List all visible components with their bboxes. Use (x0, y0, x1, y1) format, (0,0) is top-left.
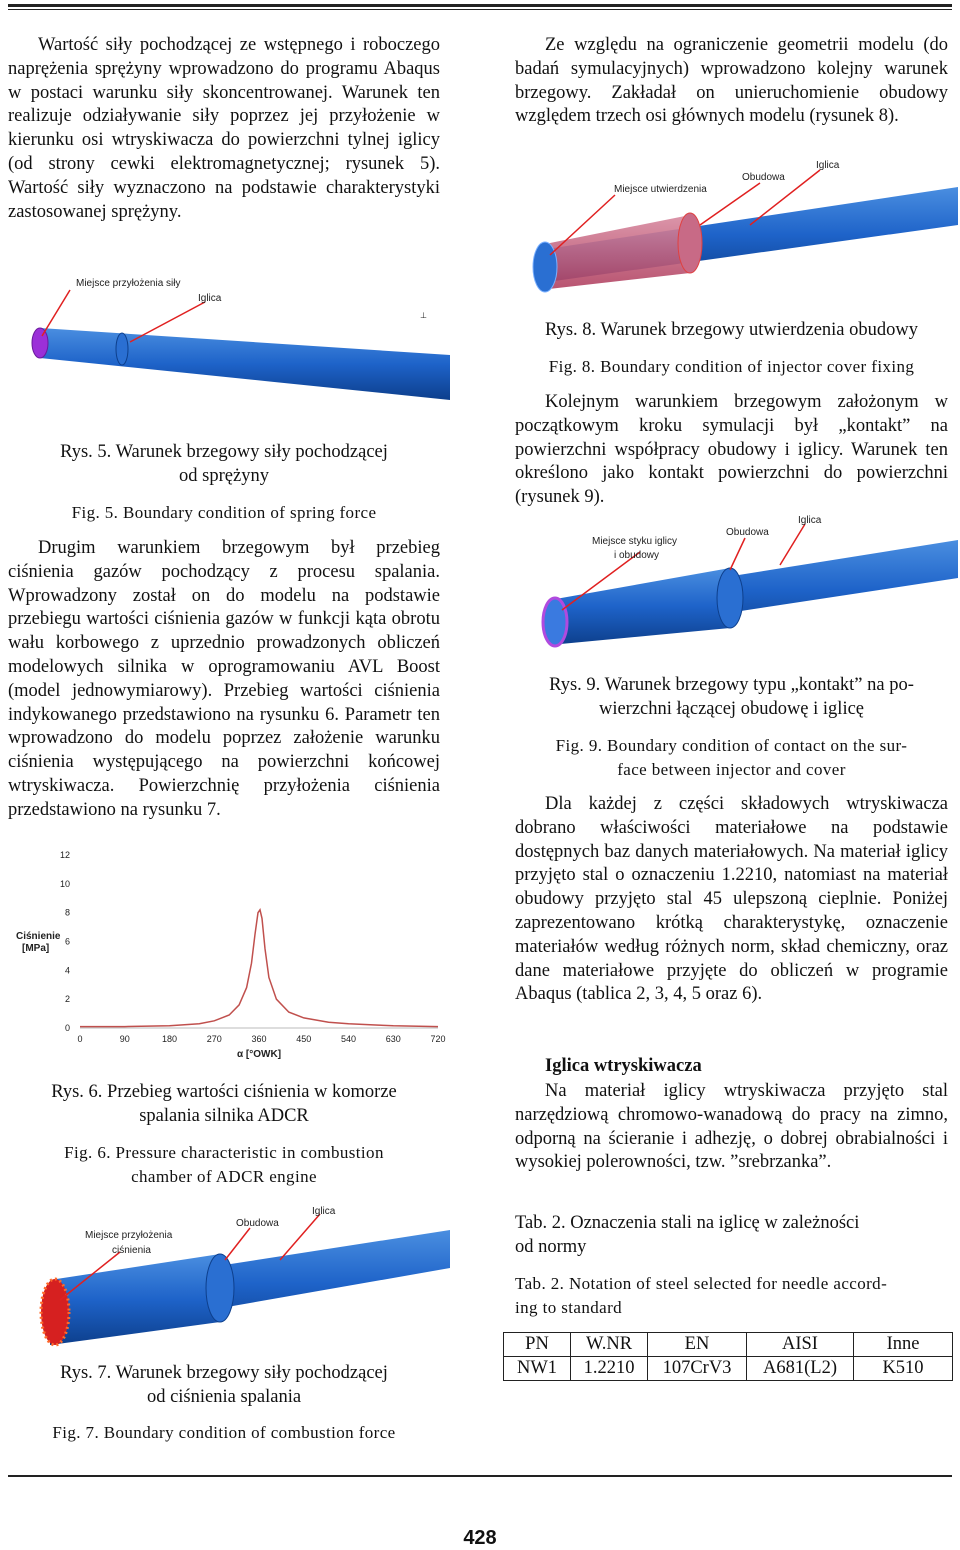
figure-5-model (20, 270, 460, 410)
fig7-label-pressure-1: Miejsce przyłożenia (85, 1230, 173, 1241)
y-tick-label: 10 (59, 878, 70, 889)
fig5-label-force: Miejsce przyłożenia siły (76, 278, 181, 289)
cover-end (678, 213, 702, 273)
x-tick-label: 540 (340, 1034, 357, 1044)
right-paragraph-2: Kolejnym warunkiem brzegowym założonym w początkowym kroku symulacji był „kontakt” na powierzchni współpracy obudowy i iglicy. Warunek ten określono jako kontakt powierzchni do powierzchni (rysunek 9). (515, 392, 948, 508)
axis-triad-icon: ⊥ (420, 311, 427, 320)
fig9-label-contact-1: Miejsce styku iglicy (592, 536, 678, 547)
table-row (504, 1357, 953, 1381)
table-header-row (504, 1333, 953, 1357)
fig7-label-pressure-2: ciśnienia (112, 1245, 151, 1256)
left-paragraph-2: Drugim warunkiem brzegowym był przebieg ciśnienia gazów pochodzący z procesu spalania. Wprowadzony został on do modelu na podstawie przebiegu wartości ciśnienia gazów w funkcji kąta obrotu wału korbowego z uprzednio prowadzonych obliczeń modelowych silnika w oprogramowaniu AVL Boost (model jednowymiarowy). Przebieg wartości ciśnienia indykowanego przedstawiono na rysunku 6. Parametr ten wprowadzono do modelu poprzez założenie warunku ciśnienia występującego na powierzchni końcowej wtryskiwacza. Powierzchnię przyłożenia ciśnienia przedstawiono na rysunku 7. (8, 538, 440, 820)
fig8-label-needle: Iglica (816, 160, 840, 171)
table-header-cell: EN (648, 1333, 747, 1357)
fig9-caption-en-2: face between injector and cover (617, 760, 846, 779)
right-paragraph-4: Na materiał iglicy wtryskiwacza przyjęto stal narzędziową chromowo-wanadową do pracy na zimno, odporną na ścieranie i adhezję, o dobrej obrabialności i wysokiej polerowności, tzw. ”srebrzanka”. (515, 1081, 948, 1173)
y-tick-label: 2 (64, 994, 70, 1005)
section-heading-needle: Iglica wtryskiwacza (545, 1056, 702, 1076)
y-tick-label: 6 (64, 936, 70, 947)
fig8-caption-en: Fig. 8. Boundary condition of injector cover fixing (548, 357, 915, 376)
y-tick-label: 4 (64, 965, 70, 976)
chart-xlabel: α [°OWK] (237, 1049, 282, 1060)
pressure-series-line (80, 910, 438, 1027)
chart-ylabel-2: [MPa] (22, 943, 50, 954)
y-tick-label: 8 (64, 907, 70, 918)
figure-6-pressure-chart (14, 845, 454, 1063)
cover-pointer-line (225, 1228, 250, 1260)
fig9-caption-pl-2: wierzchni łączącej obudowę i iglicę (598, 699, 865, 719)
needle-pointer-line (130, 302, 205, 342)
chart-x-ticks (77, 1034, 445, 1044)
fig7-caption-pl-2: od ciśnienia spalania (146, 1387, 302, 1407)
table-cell: A681(L2) (747, 1357, 854, 1381)
fig6-caption-en-1: Fig. 6. Pressure characteristic in combustion (64, 1143, 384, 1162)
fig9-caption-pl-1: Rys. 9. Warunek brzegowy typu „kontakt” na po- (549, 675, 914, 695)
tab2-caption-pl-1: Tab. 2. Oznaczenia stali na iglicę w zależności (515, 1213, 860, 1233)
figure-8-model (520, 155, 960, 295)
fig7-label-needle: Iglica (312, 1206, 336, 1217)
steel-notation-table (503, 1332, 953, 1381)
fig5-caption-pl-2: od sprężyny (179, 466, 269, 486)
fig5-label-needle: Iglica (198, 293, 222, 304)
cover-end (717, 568, 743, 628)
fig5-caption-pl-1: Rys. 5. Warunek brzegowy siły pochodzącej (60, 442, 388, 462)
y-tick-label: 0 (64, 1023, 70, 1033)
fig6-caption-en-2: chamber of ADCR engine (131, 1167, 317, 1186)
table-cell: NW1 (504, 1357, 571, 1381)
fig9-label-cover: Obudowa (726, 527, 769, 538)
needle-pointer-line (780, 524, 805, 565)
fig5-caption-en: Fig. 5. Boundary condition of spring force (71, 503, 377, 522)
fig9-label-needle: Iglica (798, 515, 822, 526)
cover-shape (50, 1254, 220, 1345)
x-tick-label: 270 (206, 1034, 222, 1044)
table-header-cell: AISI (747, 1333, 854, 1357)
x-tick-label: 720 (430, 1034, 446, 1044)
fig9-caption-en-1: Fig. 9. Boundary condition of contact on the sur- (555, 736, 908, 755)
fig7-caption-en: Fig. 7. Boundary condition of combustion force (52, 1423, 396, 1442)
x-tick-label: 0 (77, 1034, 83, 1044)
force-surface (32, 328, 48, 358)
x-tick-label: 450 (296, 1034, 312, 1044)
fig7-caption-pl-1: Rys. 7. Warunek brzegowy siły pochodzącej (60, 1363, 388, 1383)
figure-7-model (20, 1200, 460, 1350)
fig6-caption-pl-2: spalania silnika ADCR (139, 1106, 309, 1126)
cover-shape (550, 568, 730, 645)
cover-pointer-line (730, 538, 745, 570)
needle-shape (40, 328, 450, 400)
top-rule-thin (8, 9, 952, 10)
chart-y-ticks (60, 850, 70, 1033)
table-header-cell: Inne (854, 1333, 953, 1357)
bottom-rule (8, 1475, 952, 1477)
table-cell: 107CrV3 (648, 1357, 747, 1381)
cover-end (206, 1254, 234, 1322)
fixed-cover-shape (540, 215, 690, 290)
fig7-label-cover: Obudowa (236, 1218, 279, 1229)
table-header-cell: PN (504, 1333, 571, 1357)
tab2-caption-en-2: ing to standard (515, 1298, 623, 1317)
fig8-caption-pl: Rys. 8. Warunek brzegowy utwierdzenia obudowy (545, 320, 918, 340)
left-paragraph-1: Wartość siły pochodzącej ze wstępnego i roboczego naprężenia sprężyny wprowadzono do programu Abaqus w postaci warunku siły skoncentrowanej. Warunek ten realizuje odziaływanie siły poprzez jej przyłożenie w kierunku osi wtryskiwacza do powierzchni tylnej iglicy (od strony cewki elektromagnetycznej; rysunek 5). Wartość siły wyznaczono na podstawie charakterystyki zastosowanej sprężyny. (8, 35, 440, 222)
tab2-caption-pl-2: od normy (515, 1237, 587, 1257)
table-header-cell: W.NR (571, 1333, 648, 1357)
x-tick-label: 360 (251, 1034, 267, 1044)
contact-surface (543, 598, 567, 646)
right-paragraph-1: Ze względu na ograniczenie geometrii modelu (do badań symulacyjnych) wprowadzono kolejny warunek brzegowy. Zakładał on unieruchomienie obudowy względem trzech osi głównych modelu (rysunek 8). (515, 35, 948, 127)
x-tick-label: 630 (385, 1034, 401, 1044)
chart-ylabel-1: Ciśnienie (16, 931, 61, 942)
needle-collar (116, 333, 128, 365)
x-tick-label: 90 (119, 1034, 130, 1044)
table-cell: K510 (854, 1357, 953, 1381)
pressure-surface (41, 1279, 69, 1345)
fig6-caption-pl-1: Rys. 6. Przebieg wartości ciśnienia w komorze (51, 1082, 397, 1102)
tab2-caption-en-1: Tab. 2. Notation of steel selected for needle accord- (515, 1274, 888, 1293)
page-number: 428 (463, 1527, 497, 1549)
figure-9-model (530, 510, 960, 650)
fig9-label-contact-2: i obudowy (614, 550, 660, 561)
table-cell: 1.2210 (571, 1357, 648, 1381)
fig8-label-cover: Obudowa (742, 172, 785, 183)
right-paragraph-3: Dla każdej z części składowych wtryskiwacza dobrano właściwości materiałowe na podstawie dostępnych baz danych materiałowych. Na materiał iglicy przyjęto stal o oznaczeniu 1.2210, natomiast na materiał obudowy przyjęto stal 45 ulepszoną cieplnie. Poniżej zaprezentowano krótką charakterystykę, oznaczenie materiałów według różnych norm, skład chemiczny, oraz dane materiałowe przyjęte do obliczeń w programie Abaqus (tablica 2, 3, 4, 5 oraz 6). (515, 794, 948, 1005)
fig8-label-fix: Miejsce utwierdzenia (614, 184, 707, 195)
x-tick-label: 180 (161, 1034, 178, 1044)
needle-end (533, 242, 557, 292)
y-tick-label: 12 (59, 850, 70, 860)
top-rule (8, 4, 952, 7)
